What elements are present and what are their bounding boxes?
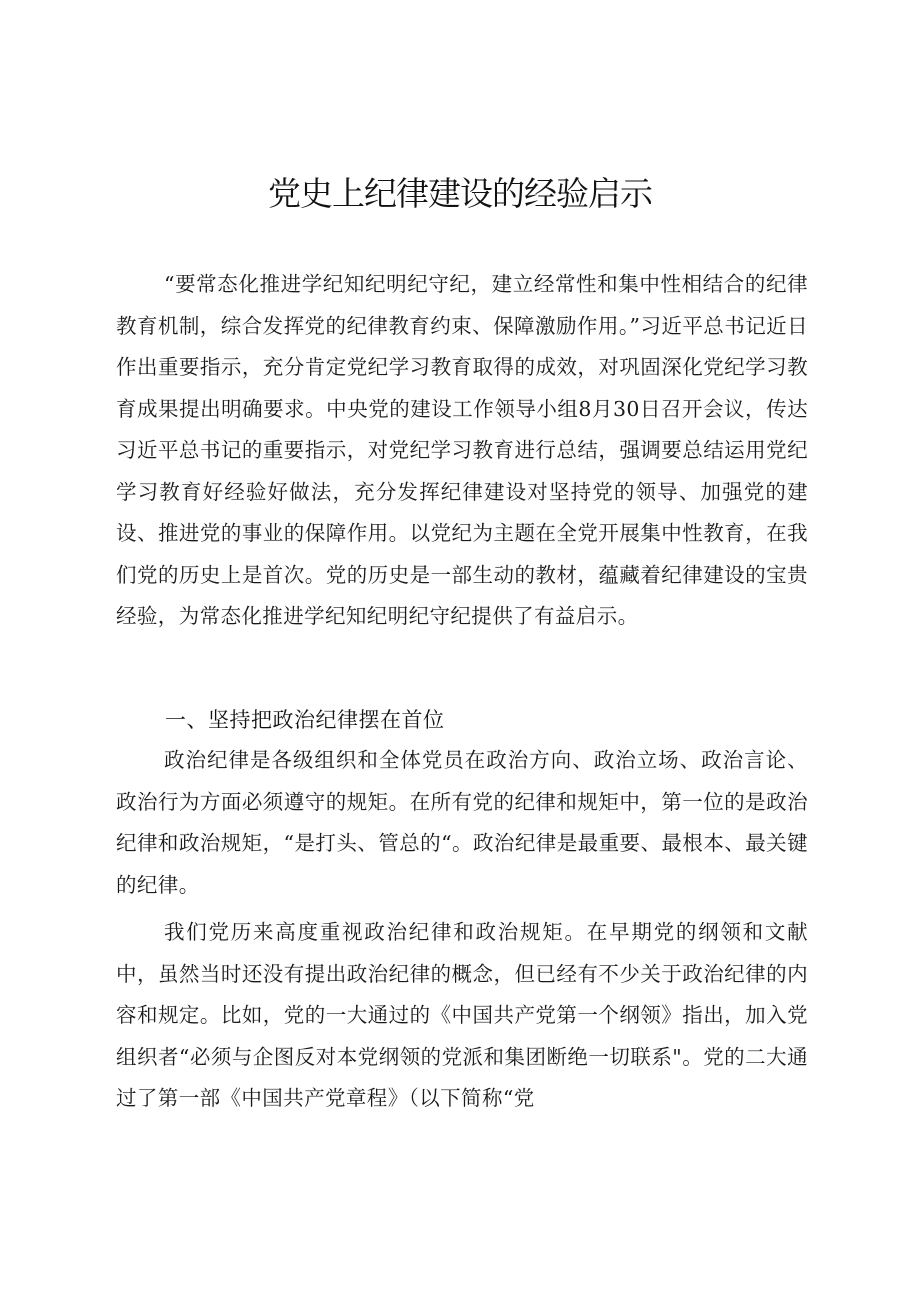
section-heading-1: 一、坚持把政治纪律摆在首位 bbox=[165, 708, 445, 732]
section-1-paragraph-1: 政治纪律是各级组织和全体党员在政治方向、政治立场、政治言论、政治行为方面必须遵守的规矩。在所有党的纪律和规矩中，第一位的是政治纪律和政治规矩，“是打头、管总的“。政治纪律是最重要、最根本、最关键的纪律。 bbox=[116, 748, 808, 897]
section-1-paragraph-2: 我们党历来高度重视政治纪律和政治规矩。在早期党的纲领和文献中，虽然当时还没有提出政治纪律的概念，但已经有不少关于政治纪律的内容和规定。比如，党的一大通过的《中国共产党第一个纲领》指出，加入党组织者“必须与企图反对本党纲领的党派和集团断绝一切联系"。党的二大通过了第一部《中国共产党章程》（以下简称“党 bbox=[116, 920, 808, 1110]
document-title: 党史上纪律建设的经验启示 bbox=[268, 174, 652, 213]
intro-paragraph: “要常态化推进学纪知纪明纪守纪，建立经常性和集中性相结合的纪律教育机制，综合发挥党的纪律教育约束、保障激励作用。”习近平总书记近日作出重要指示，充分肯定党纪学习教育取得的成效，对巩固深化党纪学习教育成果提出明确要求。中央党的建设工作领导小组8月30日召开会议，传达习近平总书记的重要指示，对党纪学习教育进行总结，强调要总结运用党纪学习教育好经验好做法，充分发挥纪律建设对坚持党的领导、加强党的建设、推进党的事业的保障作用。以党纪为主题在全党开展集中性教育，在我们党的历史上是首次。党的历史是一部生动的教材，蕴藏着纪律建设的宝贵经验，为常态化推进学纪知纪明纪守纪提供了有益启示。 bbox=[116, 272, 808, 628]
